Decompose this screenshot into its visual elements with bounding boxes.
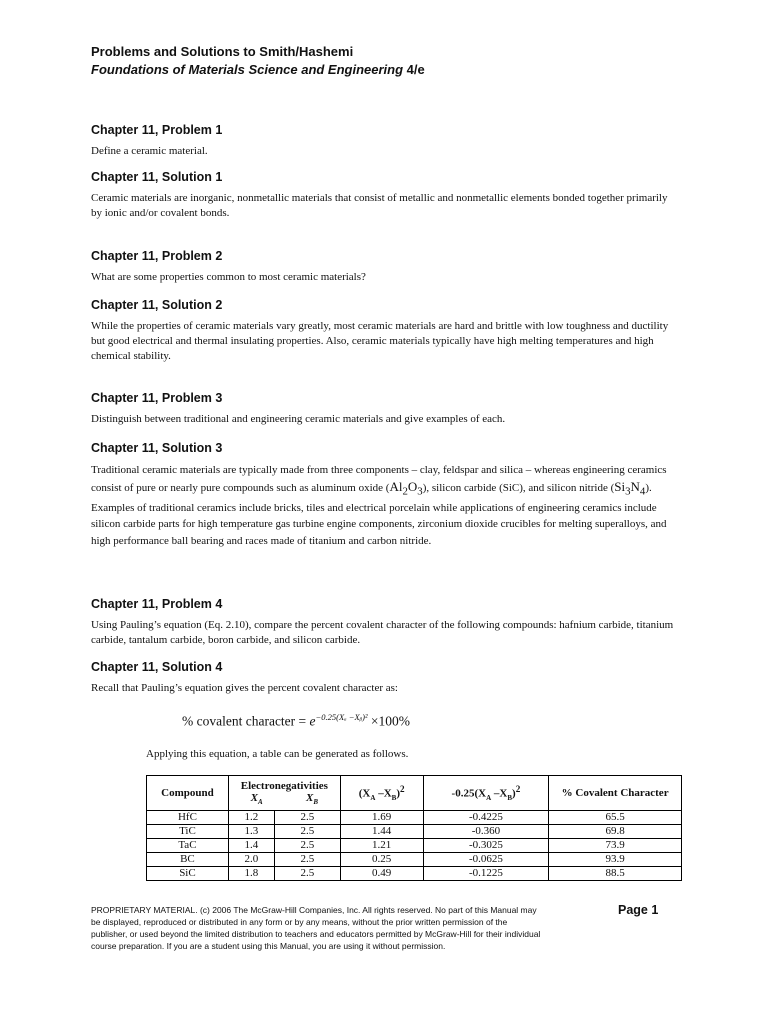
problem-1 [91, 122, 681, 159]
solution-3-text [91, 462, 681, 549]
header-exponent: $-0.25(X_A$ $-X_B)^2$ [423, 776, 549, 811]
header-diff-squared: ($X_A$ $-X_B)^2$ [340, 776, 423, 811]
solution-4-title: Chapter 11, Solution 4 [91, 660, 223, 674]
table-row: HfC 1.2 2.5 1.69 -0.4225 65.5 [147, 811, 682, 825]
problem-1-text: Define a ceramic material. [91, 145, 208, 157]
apply-text: Applying this equation, a table can be generated as follows. [146, 748, 409, 760]
problem-4 [91, 596, 681, 648]
solution-3-part3: ). Examples of traditional ceramics include bricks, tiles and electrical porcelain while applications of engineering ceramics include silicon carbide parts for high temperature gas turbine engine components, zirconium dioxide crucibles for melting superalloys, and high performance ball bearing and races made of titanium and carbon nitride. [91, 481, 667, 547]
book-title: Foundations of Materials Science and Engineering [91, 62, 404, 77]
table-row: BC 2.0 2.5 0.25 -0.0625 93.9 [147, 853, 682, 867]
proprietary-notice: PROPRIETARY MATERIAL. (c) 2006 The McGraw-Hill Companies, Inc. All rights reserved. No part of this Manual may be displayed, reproduced or distributed in any form or by any means, without the prior written permission of the publisher, or used beyond the limited distribution to teachers and educators permitted by McGraw-Hill for their individual course preparation. If you are a student using this Manual, you are using it without permission. [91, 905, 541, 951]
covalent-character-table [146, 775, 682, 881]
solution-2 [91, 297, 681, 364]
book-edition: 4/e [403, 62, 425, 77]
equation-lhs: % covalent character = [182, 713, 310, 729]
document-header [91, 43, 425, 79]
equation-exponent: −0.25(Xₐ −Xᵦ)² [315, 712, 368, 722]
problem-3-title: Chapter 11, Problem 3 [91, 391, 223, 405]
header-percent-covalent: % Covalent Character [549, 776, 682, 811]
solution-1 [91, 169, 681, 221]
solution-1-title: Chapter 11, Solution 1 [91, 170, 223, 184]
problem-4-text: Using Pauling’s equation (Eq. 2.10), compare the percent covalent character of the following compounds: hafnium carbide, titanium carbide, tantalum carbide, boron carbide, and silicon carbide. [91, 619, 674, 646]
table-row: SiC 1.8 2.5 0.49 -0.1225 88.5 [147, 867, 682, 881]
equation-rhs: ×100% [367, 713, 410, 729]
equation-base: e [309, 713, 316, 729]
solution-4-text: Recall that Pauling’s equation gives the percent covalent character as: [91, 682, 398, 694]
header-electronegativities: Electronegativities $X_A$ $X_B$ [228, 776, 340, 811]
solution-3-part1: Traditional ceramic materials are typically made from three components – clay, feldspar and silica – whereas engineering ceramics consist of pure or nearly pure compounds such as aluminum oxide ( [91, 464, 667, 494]
header-subtitle [91, 61, 425, 79]
problem-2-text: What are some properties common to most ceramic materials? [91, 271, 366, 283]
table-row: TaC 1.4 2.5 1.21 -0.3025 73.9 [147, 839, 682, 853]
solution-3 [91, 440, 681, 549]
problem-3 [91, 390, 681, 427]
si3n4-formula: $Si_3N_4$ [614, 478, 646, 498]
problem-2-title: Chapter 11, Problem 2 [91, 249, 223, 263]
header-title: Problems and Solutions to Smith/Hashemi [91, 44, 354, 59]
solution-2-text: While the properties of ceramic materials vary greatly, most ceramic materials are hard and brittle with low toughness and ductility but good electrical and thermal insulating properties. Also, ceramic materials typically have high melting temperatures and high chemical stability. [91, 320, 669, 362]
al2o3-formula: $Al_2O_3$ [389, 478, 423, 498]
problem-2 [91, 248, 681, 285]
header-compound: Compound [147, 776, 229, 811]
table-row: TiC 1.3 2.5 1.44 -0.360 69.8 [147, 825, 682, 839]
problem-1-title: Chapter 11, Problem 1 [91, 123, 223, 137]
solution-2-title: Chapter 11, Solution 2 [91, 298, 223, 312]
solution-1-text: Ceramic materials are inorganic, nonmetallic materials that consist of metallic and nonmetallic elements bonded together primarily by ionic and/or covalent bonds. [91, 192, 668, 219]
table-header-row [147, 776, 682, 811]
solution-4 [91, 659, 681, 696]
problem-4-title: Chapter 11, Problem 4 [91, 597, 223, 611]
solution-3-title: Chapter 11, Solution 3 [91, 441, 223, 455]
solution-3-part2: ), silicon carbide (SiC), and silicon nitride ( [422, 481, 615, 494]
problem-3-text: Distinguish between traditional and engineering ceramic materials and give examples of each. [91, 413, 506, 425]
page-number: Page 1 [618, 903, 659, 917]
pauling-equation [182, 712, 410, 730]
